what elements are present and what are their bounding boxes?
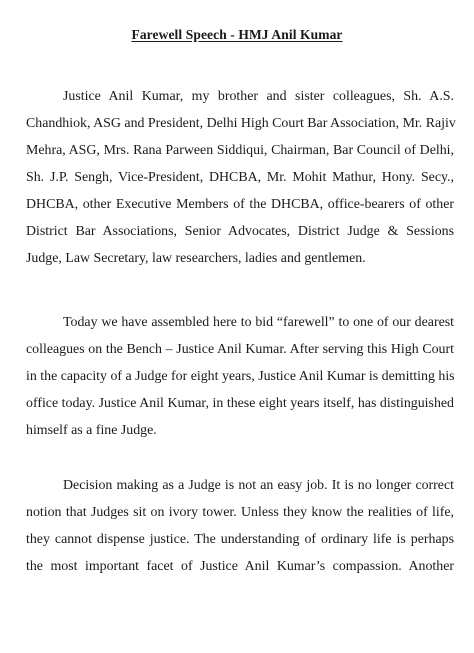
paragraph-line: himself as a fine Judge. [26, 423, 157, 438]
paragraph-line: Justice Anil Kumar, my brother and sister colleagues, Sh. A.S. [63, 89, 454, 104]
paragraph-line: office today. Justice Anil Kumar, in these eight years itself, has distinguished [26, 396, 454, 411]
paragraph-line: Sh. J.P. Sengh, Vice-President, DHCBA, Mr. Mohit Mathur, Hony. Secy., [26, 170, 454, 185]
paragraph-salutation [26, 83, 454, 272]
paragraph-line: they cannot dispense justice. The understanding of ordinary life is perhaps [26, 532, 454, 547]
paragraph-farewell [26, 309, 454, 444]
paragraph-line: DHCBA, other Executive Members of the DHCBA, office-bearers of other [26, 197, 454, 212]
paragraph-decision-making [26, 472, 454, 580]
paragraph-line: the most important facet of Justice Anil Kumar’s compassion. Another [26, 559, 454, 574]
paragraph-line: District Bar Associations, Senior Advocates, District Judge & Sessions [26, 224, 454, 239]
paragraph-line: colleagues on the Bench – Justice Anil Kumar. After serving this High Court [26, 342, 454, 357]
paragraph-line: Decision making as a Judge is not an easy job. It is no longer correct [63, 478, 454, 493]
paragraph-line: notion that Judges sit on ivory tower. Unless they know the realities of life, [26, 505, 454, 520]
paragraph-line: in the capacity of a Judge for eight years, Justice Anil Kumar is demitting his [26, 369, 455, 384]
paragraph-line: Judge, Law Secretary, law researchers, ladies and gentlemen. [26, 251, 366, 266]
paragraph-line: Chandhiok, ASG and President, Delhi High Court Bar Association, Mr. Rajiv [26, 116, 456, 131]
paragraph-line: Mehra, ASG, Mrs. Rana Parween Siddiqui, Chairman, Bar Council of Delhi, [26, 143, 454, 158]
paragraph-line: Today we have assembled here to bid “farewell” to one of our dearest [63, 315, 454, 330]
document-title: Farewell Speech - HMJ Anil Kumar [131, 27, 343, 42]
